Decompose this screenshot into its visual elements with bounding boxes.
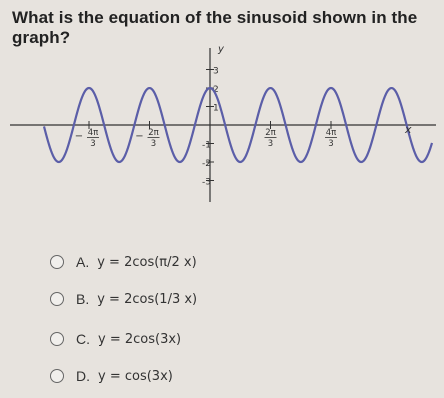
option-c[interactable]: [50, 331, 181, 347]
sinusoid-graph: [0, 40, 444, 220]
option-a-radio[interactable]: [50, 255, 64, 269]
option-c-equation: y = 2cos(3x): [98, 331, 182, 347]
x-tick-denominator: 3: [267, 139, 274, 149]
y-axis-label: y: [218, 44, 224, 55]
x-tick-minus: −: [74, 131, 84, 142]
x-tick-denominator: 3: [90, 139, 96, 149]
y-tick-label: -2: [202, 159, 211, 169]
option-d-equation: y = cos(3x): [98, 368, 173, 384]
option-b[interactable]: [50, 291, 197, 307]
y-tick-label: -3: [202, 177, 211, 188]
option-a-letter: A.: [76, 254, 90, 270]
option-d[interactable]: [50, 368, 173, 384]
x-tick-denominator: 3: [150, 139, 157, 149]
x-tick-minus: −: [135, 131, 144, 142]
option-d-radio[interactable]: [50, 369, 64, 383]
y-tick-label: -1: [202, 140, 211, 151]
axis-ticks: [75, 67, 337, 188]
x-tick-numerator: 2π: [265, 128, 276, 138]
y-tick-label: 3: [213, 66, 219, 77]
x-tick-numerator: 4π: [325, 128, 337, 138]
option-a-equation: y = 2cos(π/2 x): [97, 254, 197, 270]
option-a[interactable]: [50, 254, 197, 270]
option-b-equation: y = 2cos(1/3 x): [97, 291, 198, 307]
y-tick-label: 1: [213, 103, 219, 114]
x-tick-numerator: 4π: [87, 128, 99, 138]
x-tick-numerator: 2π: [148, 128, 159, 138]
question-text: What is the equation of the sinusoid shown in the graph?: [12, 8, 418, 47]
option-c-letter: C.: [76, 331, 90, 347]
x-axis-label: x: [405, 123, 412, 136]
option-b-radio[interactable]: [50, 292, 64, 306]
x-tick-denominator: 3: [328, 139, 334, 149]
option-b-letter: B.: [76, 291, 90, 307]
y-tick-label: 2: [213, 85, 219, 95]
option-d-letter: D.: [76, 368, 90, 384]
option-c-radio[interactable]: [50, 332, 64, 346]
